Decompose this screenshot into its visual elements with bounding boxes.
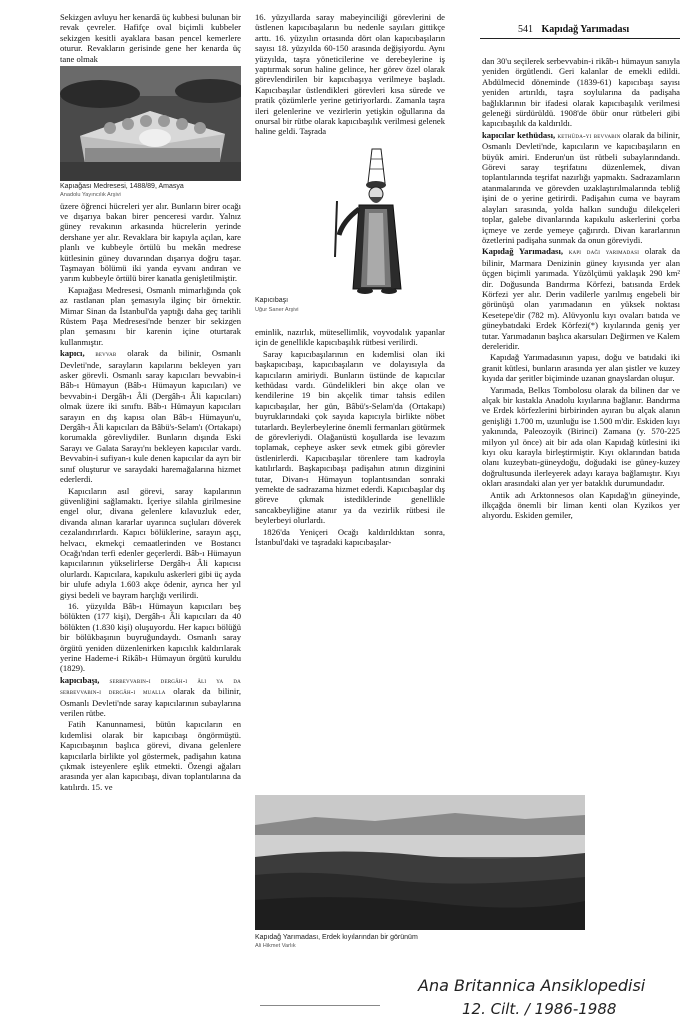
paragraph: Kapıcıların asıl görevi, saray kapılarının güvenliğini sağlamaktı. İçeriye silahla girilmesine engel olur, divana gelenlere kılavuzluk eder, divanda alınan kararlar uyarınca suçluları döverek cezalandırırlardı. Kapıcı bölüklerine, sarayın aşçı, helvacı, ekmekçi cemaatlerinden ve Bostancı Ocağı'ndan terfi edenler geçerlerdi. Bâb-ı Hümayun kapıcılarının yükselirlerse Dergâh-ı Âli kapıcısı olurlardı. Kapıcılara, kapıkulu askerleri gibi üç ayda bir ulufe adıyla 1.603 akçe ödenir, ayrıca her yıl giysi bedeli ve bayram harçlığı verilirdi. — [60, 485, 241, 600]
entry-keyword: kapıcı, — [60, 348, 85, 359]
entry-kapici — [60, 348, 241, 484]
kapidag-photo-image — [255, 795, 585, 930]
entry-keyword: kapıcıbaşı, — [60, 674, 100, 685]
column-1 — [60, 12, 241, 793]
column-2 — [255, 12, 445, 548]
entry-text: olarak da bilinir, Osmanlı Devleti'nde saray kapıcılarının subaylarına verilen rütbe. — [60, 686, 241, 719]
footer-rule — [260, 1005, 380, 1006]
paragraph: Sekizgen avluyu her kenardā üç kubbesi bulunan bir revak çevreler. Hafifçe oval biçimli kubbeler sekizgen kesitli ayaklara basan pencel kemerlere oturur. Revakların gerisinde gene her kenarda üç tane olmak — [60, 12, 241, 64]
photo-caption: Kapıağası Medresesi, 1488/89, Amasya — [60, 183, 184, 191]
entry-text: olarak da bilinir, Osmanlı Devleti'nde, sarayların kapılarını bekleyen yarı asker görevli. Osmanlı saray kapıcıları bevvabin-i Bâb-ı Hümayun (Bâb-ı Hümayun kapıcıları) ve bevvabin-i Dergâh-ı Âli (Dergâh-ı Âli kapıcıları) olmak üzere iki sınıftı. Bâb-ı Hümayun kapıcıları sarayın en dış kapısı olan Bâb-ı Hümayun'u, Dergâh-ı Âli kapıcıları da Bâbü's-Selam'ı (Ortakapı) korumakla görevliydiler. Bunların dışında Eski Sarayı ve Galata Sarayı'nı bekleyen kapıcılar vardı. Bevvabin-i sufiyan-ı kule denen kapıcılar da ayrı bir sınıf oluşturur ve saraydaki haremağalarına hizmet ederlerdi. — [60, 348, 241, 485]
column-3 — [482, 56, 680, 522]
paragraph: 1826'da Yeniçeri Ocağı kaldırıldıktan sonra, İstanbul'daki ve taşradaki kapıcıbaşılar- — [255, 526, 445, 547]
photo-credit: Ali Hikmet Varlık — [255, 942, 296, 949]
paragraph: Fatih Kanunnamesi, bütün kapıcıların en kıdemlisi olarak bir kapıcıbaşı öngörmüştü. Kapıcıbaşının başlıca görevi, divana gelenlere kapıcılarla birlikte yol göstermek, padişahın katına çıkmak isteyenlere eşlik etmekti. Özengi ağaları arasında yer alan kapıcıbaşı, divan toplantılarına da katılırdı. 15. ve — [60, 719, 241, 792]
paragraph: Kapıağası Medresesi, Osmanlı mimarlığında çok az rastlanan plan şemasıyla ilginç bir örnektir. Mimar Sinan da İstanbul'da yaptığı daha geç tarihli Rüstem Paşa Medresesi'nde benzer bir sekizgen plan şemasını bir karenin içine oturtarak kullanmıştır. — [60, 284, 241, 347]
page-number: 541 — [518, 24, 533, 35]
entry-alias: bevvab — [95, 349, 117, 359]
entry-alias: serbevvabin-i dergâh-ı âli ya da serbevvabin-i dergâh-ı mualla — [60, 675, 241, 697]
photo-credit: Anadolu Yayıncılık Arşivi — [60, 191, 121, 198]
photo-caption: Kapıdağ Yarımadası, Erdek kıyılarından bir görünüm — [255, 934, 418, 941]
paragraph: Kapıdağ Yarımadasının yapısı, doğu ve batıdaki iki granit kütlesi, bunların arasında yer alan şistler ve kuzey kıyıda dar şeritler biçiminde uzanan gnayslardan oluşur. — [482, 352, 680, 384]
paragraph: Saray kapıcıbaşılarının en kıdemlisi olan iki başkapıcıbaşı, kapıcıbaşıların ve dolayısıyla da kapıcıların amiriydi. Bunların üstünde de kapıcılar kethüdası vardı. Gündelikleri bin akçe olan ve kendilerine 19 bin akçelik timar tahsis edilen kapıcıbaşılar, her gün, Bâbü's-Selam'da (Ortakapı) buyruklarındaki çok sayıda kapıcıyla birlikte nöbet tutarlardı. Beylerbeylerine önemli fermanları götürmek de görevleriydi. Olağanüstü koşullarda ise levazım toplamak, cepheye asker sevk etmek gibi görevler üstlenirlerdi. Kapıcıbaşılar törenlere tam kadroyla katılırlardı. Başkapıcıbaşı padişahın atının dizginini tutar, Divan-ı Hümayun toplantısından sonraki yemekte de sadrazama hizmet ederdi. Kapıcıbaşılar dış göreve çıkmak istediklerinde genellikle sancakbeyliğine atanır ya da vezirlik rütbesi ile beylerbeyi olurlardı. — [255, 348, 445, 526]
entry-kapidag — [482, 246, 680, 351]
entry-keyword: kapıcılar kethüdası, — [482, 129, 556, 140]
figure-credit: Uğur Saner Arşivi — [255, 306, 299, 313]
kapicibasi-figure — [255, 139, 445, 327]
kapidag-photo — [255, 795, 585, 930]
handwritten-source-line2: 12. Cilt. / 1986-1988 — [462, 1000, 617, 1018]
entry-text: olarak da bilinir, Osmanlı Devleti'nde, kapıcıların ve kapıcıbaşıların en büyük amiri. Enderun'un üst rütbeli subaylarındandı. Görevi saray teşrifatını düzenlemek, divan toplantılarında teşrifat nazırlığı yapmaktı. Sadrazamların atanmalarında ve görevden uzaklaştırılmalarında tebliğ işini de o yerine getirirdi. Padişahın cuma ve bayram alayları sırasında, yolda halkın sunduğu dilekçeleri toplar, galebe divanlarında kapıkulu askerlerini çorba içmeye ve zerde yemeye çağırırdı. Divan kararlarının özetlerini padişaha sunmak da onun göreviydi. — [482, 129, 680, 245]
handwritten-source-line1: Ana Britannica Ansiklopedisi — [418, 976, 646, 995]
entry-alias: kethüda-yı bevvabin — [557, 130, 621, 140]
madrasa-photo-image — [60, 66, 241, 181]
paragraph: Antik adı Arktonnesos olan Kapıdağ'ın güneyinde, ilkçağda önemli bir liman kenti olan Kyzikos yer alıyordu. Eskiden gemiler, — [482, 489, 680, 521]
paragraph: üzere öğrenci hücreleri yer alır. Bunların birer ocağı ve dışarıya bakan birer penceresi vardır. Yalnız güney revakının arkasında hücrelerin yerinde dershane yer alır. Revaklara bir kapıyla açılan, kare planlı ve kubbeyle örtülü bu mekân medrese kütlesinin güney duvarından dışarıya doğru taşar. Taşmayan bölümü iki yanda eyvanı andıran ve yarım kubbeyle örtülü birer kanatla genişletilmiştir. — [60, 200, 241, 284]
paragraph: Yarımada, Belkıs Tombolosu olarak da bilinen dar ve alçak bir kıstakla Anadolu kıyılarına bağlanır. Bandırma ve Erdek körfezlerini birbirinden ayıran bu alçak alanın genişliği 1.700 m, uzunluğu ise 1.500 m'dir. Eskiden kıyı yakınında, Paleozoyik (Birinci) Zamana (y. 570-225 milyon yıl önce) ait bir ada olan Kapıdağ kütlesini iki kıyı oku karayla birleştirmiştir. Kıyı oklarından batıda olanı kuzeybatı-güneydoğu, doğudaki ise güney-kuzey doğrultusunda ilerleyerek adayı karaya bağlamıştır. Kıyı okları arasındaki alan yer yer bataklık durumundadır. — [482, 384, 680, 489]
entry-alias: kapı daği yarımadası — [568, 247, 640, 257]
kapidag-photo-block — [255, 795, 585, 952]
running-header — [518, 24, 694, 35]
madrasa-photo — [60, 66, 241, 181]
entry-text: olarak da bilinir, Marmara Denizinin güney kıyısında yer alan üçgen biçimli yarımada. Yüzölçümü yaklaşık 290 km² dir. Doğusunda Bandırma Körfezi, batısında Erdek Körfezi yer alır. Derin vadilerle yarılmış engebeli bir görünüşü olan yarımadanın en yüksek noktası Kesetepe'dir (782 m). Alüvyonlu kıyı ovaları batıda ve güneybatıdaki Erdek Körfezi(*) kıyılarında geniş yer tutar. Yarımadanın başlıca akarsuları Değirmen ve Kalem dereleridir. — [482, 246, 681, 351]
entry-kapicibasi — [60, 675, 241, 719]
entry-kapicilar-kethudasi — [482, 130, 680, 245]
paragraph: eminlik, nazırlık, mütesellimlik, voyvodalık yapanlar için de genellikle kapıcıbaşılık rütbesi verilirdi. — [255, 326, 445, 348]
paragraph: 16. yüzyıllarda saray mabeyinciliği görevlerini de üstlenen kapıcıbaşıların bu nedenle sayıları gittikçe arttı. 16. yüzyılın ortasında dört olan kapıcıbaşıların sayısı 18. yüzyılda 60-150 arasında değişiyordu. Aynı yüzyılda, taşra yöneticilerine ve derebeylerine iş yaptırmak sorun haline gelince, her görev özel olarak görevlendirilen bir kapıcıbaşıya verilmeye başladı. Kapıcıbaşılar üstlendikleri görevleri kısa sürede ve pratik çözümlerle yerine getiriyorlardı. Zamanla taşra ileri gelenlerine ve vezirlerin yetişkin oğullarına da onursal bir rütbe olarak kapıcıbaşılık verilmesi gelenek haline geldi. Taşrada — [255, 12, 445, 137]
entry-keyword: Kapıdağ Yarımadası, — [482, 246, 564, 257]
figure-caption: Kapıcıbaşı — [255, 296, 289, 304]
header-title: Kapıdağ Yarımadası — [541, 24, 630, 35]
header-rule — [480, 38, 680, 39]
paragraph: dan 30'u seçilerek serbevvabin-i rikâb-ı hümayun sanıyla yeniden örgütlendi. Geri kalanlar de emekli edildi. Abdülmecid döneminde (1839-61) kapıcıbaşı sayısı yeniden artırıldı, taşra soylularına da padişaha bağlıklarının bir ifadesi olarak kapıcıbaşılık verilmesi geleneği sürdürüldü. 1908'de öbür onur rütbeleri gibi kapıcıbaşılık da kaldırıldı. — [482, 56, 680, 129]
paragraph: 16. yüzyılda Bâb-ı Hümayun kapıcıları beş bölükten (177 kişi), Dergâh-ı Âli kapıcıları da 40 bölükten (1.830 kişi) oluşuyordu. Her kapıcı bölüğü bir bölükbaşının buyruğundaydı. Osmanlı saray örgütü yeniden düzenlenirken kapıcılık kaldırılarak yerine Hademe-i Rikâb-ı Hümayun örgütü kuruldu (1829). — [60, 600, 241, 674]
